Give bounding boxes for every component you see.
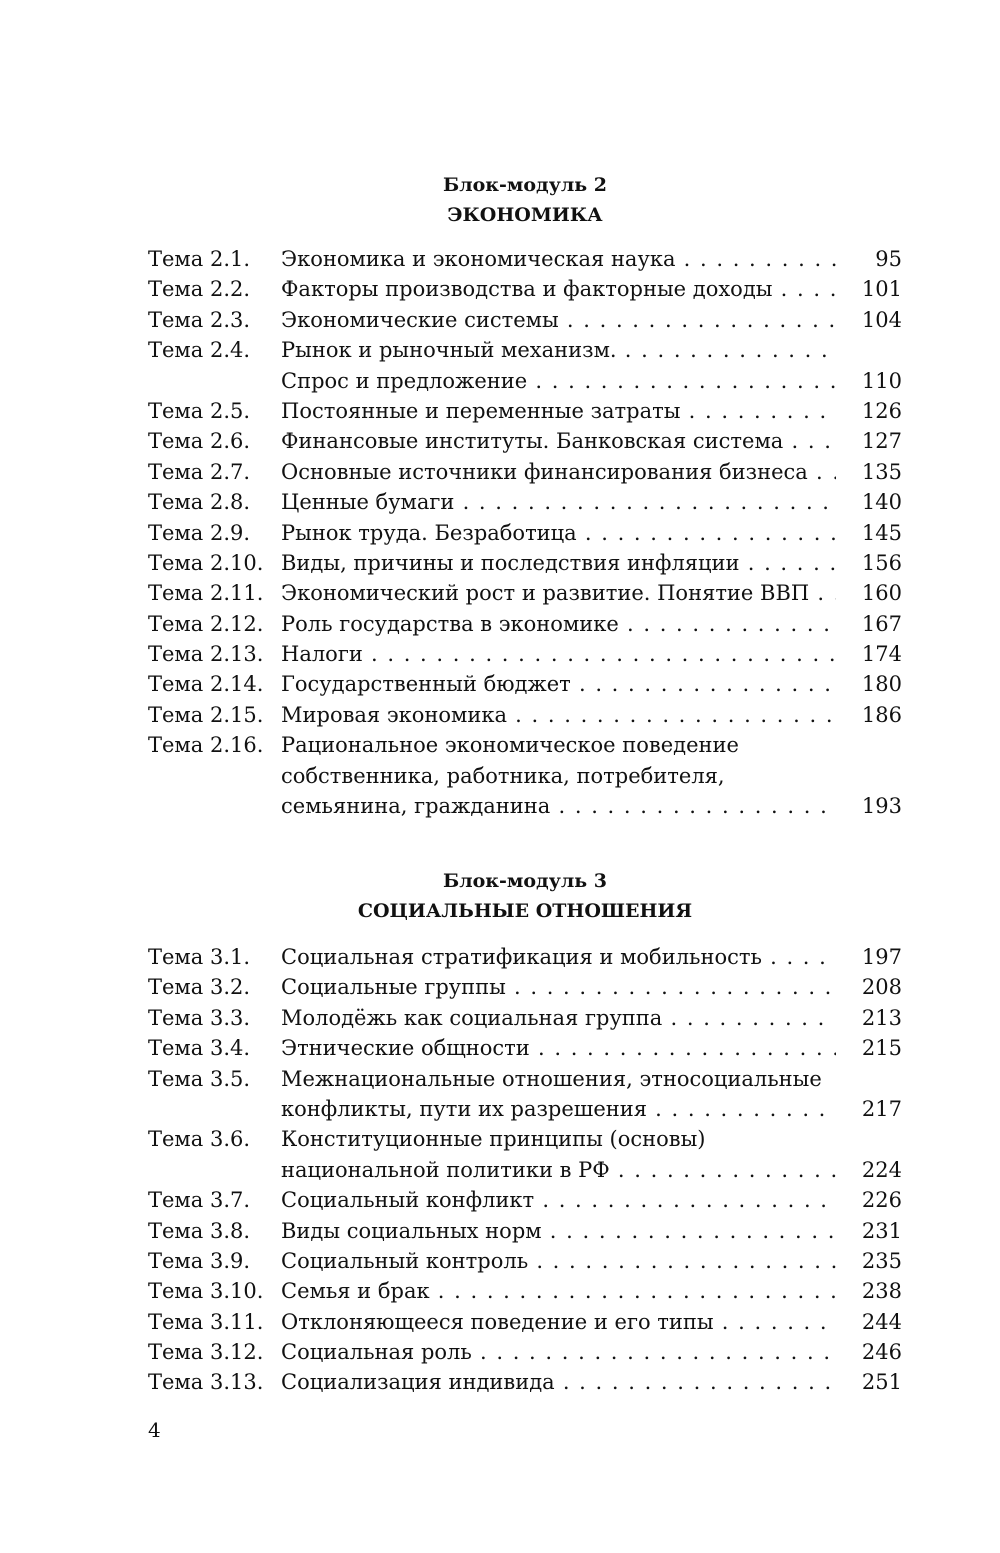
toc-entry [148,335,902,365]
topic-number: Тема 2.10. [148,550,264,575]
topic-title: Социальная роль . . . [281,1337,836,1367]
toc-entry [148,761,902,791]
topic-page-number: 193 [861,794,902,819]
topic-title: Социальный контроль . . . [281,1246,836,1276]
toc-entry [148,700,902,730]
topic-number: Тема 3.7. [148,1188,251,1213]
topic-page-number: 156 [861,550,902,575]
topic-title: Постоянные и переменные затраты . . . [281,396,836,426]
block-2-toc [148,244,902,821]
topic-title: Экономический рост и развитие. Понятие ВВП . . . [281,578,836,608]
topic-number: Тема 2.13. [148,642,264,667]
topic-title: Рациональное экономическое поведение [281,733,739,758]
toc-entry [148,1367,902,1397]
topic-number: Тема 3.13. [148,1370,264,1395]
topic-title: Основные источники финансирования бизнеса . . . [281,457,836,487]
toc-entry [148,1155,902,1185]
block-2-heading [148,170,902,230]
topic-title: Виды, причины и последствия инфляции . . . [281,548,836,578]
topic-page-number: 180 [861,672,902,697]
topic-page-number: 231 [861,1218,902,1243]
topic-title: Рынок и рыночный механизм. . . . [281,335,836,365]
topic-title: Отклоняющееся поведение и его типы . . . [281,1307,836,1337]
topic-page-number: 235 [861,1248,902,1273]
topic-title: Государственный бюджет . . . [281,669,836,699]
topic-page-number: 238 [861,1279,902,1304]
toc-entry [148,578,902,608]
toc-entry [148,1185,902,1215]
topic-number: Тема 2.4. [148,338,251,363]
toc-entry [148,791,902,821]
topic-page-number: 246 [861,1340,902,1365]
toc-entry [148,972,902,1002]
topic-number: Тема 2.11. [148,581,264,606]
topic-number: Тема 3.6. [148,1127,251,1152]
toc-entry [148,305,902,335]
block-3-label: Блок-модуль 3 [442,870,608,892]
topic-number: Тема 3.5. [148,1066,251,1091]
topic-title: Социальная стратификация и мобильность . . . [281,942,836,972]
topic-number: Тема 2.7. [148,459,251,484]
topic-number: Тема 3.2. [148,975,251,1000]
topic-title: Роль государства в экономике . . . [281,609,836,639]
topic-page-number: 135 [861,459,902,484]
topic-page-number: 145 [861,520,902,545]
topic-title: Межнациональные отношения, этносоциальные [281,1066,822,1091]
topic-title: семьянина, гражданина . . . [281,791,836,821]
toc-entry [148,487,902,517]
topic-number: Тема 3.3. [148,1005,251,1030]
topic-page-number: 208 [861,975,902,1000]
topic-page-number: 251 [861,1370,902,1395]
topic-title: Конституционные принципы (основы) [281,1127,706,1152]
topic-number: Тема 2.6. [148,429,251,454]
toc-entry [148,730,902,760]
topic-number: Тема 2.12. [148,611,264,636]
topic-page-number: 160 [861,581,902,606]
topic-number: Тема 2.9. [148,520,251,545]
topic-title: Экономика и экономическая наука . . . [281,244,836,274]
topic-number: Тема 3.1. [148,945,251,969]
topic-title: Виды социальных норм . . . [281,1216,836,1246]
topic-title: Семья и брак . . . [281,1276,836,1306]
topic-number: Тема 3.4. [148,1036,251,1061]
topic-page-number: 186 [861,702,902,727]
block-3-title: СОЦИАЛЬНЫЕ ОТНОШЕНИЯ [357,900,693,922]
block-2-label: Блок-модуль 2 [442,174,608,196]
toc-entry [148,942,902,972]
toc-entry [148,1216,902,1246]
toc-entry [148,1337,902,1367]
toc-entry [148,548,902,578]
topic-page-number: 101 [861,277,902,302]
topic-number: Тема 3.12. [148,1340,264,1365]
topic-page-number: 197 [861,945,902,969]
toc-entry [148,1124,902,1154]
toc-entry [148,518,902,548]
toc-entry [148,426,902,456]
topic-title: Социализация индивида . . . [281,1367,836,1397]
topic-number: Тема 2.2. [148,277,251,302]
topic-number: Тема 2.14. [148,672,264,697]
topic-title: собственника, работника, потребителя, [281,763,725,788]
topic-page-number: 126 [861,398,902,423]
page-number: 4 [148,1418,161,1442]
toc-entry [148,1064,902,1094]
topic-page-number: 174 [861,642,902,667]
block-3-heading [148,866,902,926]
toc-entry [148,669,902,699]
topic-title: Этнические общности . . . [281,1033,836,1063]
topic-page-number: 224 [861,1157,902,1182]
topic-page-number: 95 [875,247,902,271]
topic-page-number: 140 [861,490,902,515]
topic-number: Тема 3.10. [148,1279,264,1304]
topic-page-number: 244 [861,1309,902,1334]
topic-page-number: 104 [861,307,902,332]
topic-title: Финансовые институты. Банковская система . . . [281,426,836,456]
topic-number: Тема 3.9. [148,1248,251,1273]
topic-page-number: 226 [861,1188,902,1213]
topic-page-number: 217 [861,1096,902,1121]
topic-title: Экономические системы . . . [281,305,836,335]
topic-number: Тема 3.11. [148,1309,264,1334]
topic-title: Молодёжь как социальная группа . . . [281,1003,836,1033]
topic-title: национальной политики в РФ . . . [281,1155,836,1185]
toc-entry [148,1003,902,1033]
topic-title: Мировая экономика . . . [281,700,836,730]
toc-entry [148,1033,902,1063]
toc-entry [148,1307,902,1337]
toc-entry [148,274,902,304]
topic-number: Тема 2.8. [148,490,251,515]
toc-entry [148,1276,902,1306]
topic-title: Налоги . . . [281,639,836,669]
topic-page-number: 167 [861,611,902,636]
topic-title: Ценные бумаги . . . [281,487,836,517]
topic-page-number: 127 [861,429,902,454]
topic-title: конфликты, пути их разрешения . . . [281,1094,836,1124]
toc-entry [148,457,902,487]
block-3-toc [148,942,902,1398]
topic-page-number: 215 [861,1036,902,1061]
topic-number: Тема 2.5. [148,398,251,423]
topic-number: Тема 2.3. [148,307,251,332]
topic-number: Тема 3.8. [148,1218,251,1243]
topic-page-number: 213 [861,1005,902,1030]
topic-number: Тема 2.16. [148,733,264,758]
topic-title: Спрос и предложение . . . [281,366,836,396]
toc-entry [148,1246,902,1276]
topic-number: Тема 2.15. [148,702,264,727]
toc-entry [148,244,902,274]
topic-title: Социальные группы . . . [281,972,836,1002]
toc-entry [148,366,902,396]
toc-entry [148,609,902,639]
topic-number: Тема 2.1. [148,247,251,271]
toc-entry [148,396,902,426]
toc-entry [148,1094,902,1124]
topic-title: Факторы производства и факторные доходы . . . [281,274,836,304]
block-2-title: ЭКОНОМИКА [447,204,603,226]
topic-page-number: 110 [861,368,902,393]
topic-title: Социальный конфликт . . . [281,1185,836,1215]
toc-entry [148,639,902,669]
topic-title: Рынок труда. Безработица . . . [281,518,836,548]
